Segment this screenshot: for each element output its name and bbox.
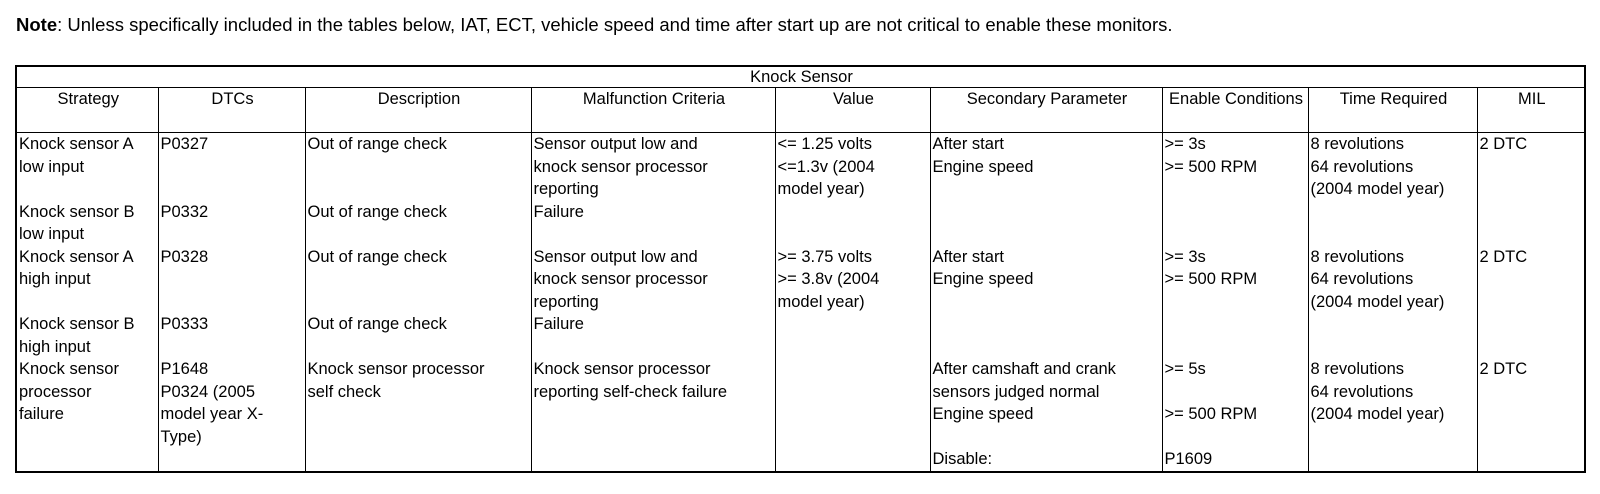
cell-line: sensors judged normal xyxy=(932,382,1100,401)
note-label: Note xyxy=(16,14,58,35)
cell-line: Knock sensor xyxy=(19,360,119,378)
cell-description xyxy=(305,313,531,358)
cell-line: >= 3s xyxy=(1164,247,1206,266)
cell-line: Out of range check xyxy=(307,135,447,153)
table-row xyxy=(16,133,1585,201)
cell-line: P0328 xyxy=(160,247,209,266)
cell-dtcs xyxy=(158,358,305,472)
cell-time xyxy=(1308,358,1477,472)
cell-line: Disable: xyxy=(932,450,993,468)
cell-description xyxy=(305,246,531,314)
cell-line: Failure xyxy=(533,202,584,221)
cell-description xyxy=(305,201,531,246)
cell-enable xyxy=(1162,313,1308,358)
cell-line: low input xyxy=(19,157,85,176)
cell-enable xyxy=(1162,201,1308,246)
cell-strategy xyxy=(16,358,158,472)
cell-line: 64 revolutions xyxy=(1310,382,1414,401)
header-description: Description xyxy=(305,88,531,133)
cell-line: Knock sensor A xyxy=(19,135,134,153)
cell-strategy xyxy=(16,133,158,201)
cell-time xyxy=(1308,133,1477,201)
cell-time xyxy=(1308,246,1477,314)
cell-line: P1648 xyxy=(160,360,209,378)
table-row xyxy=(16,246,1585,314)
cell-line: Type) xyxy=(160,427,202,446)
table-row xyxy=(16,201,1585,246)
cell-line: Sensor output low and xyxy=(533,247,698,266)
cell-line: >= 500 RPM xyxy=(1164,157,1258,176)
knock-sensor-table xyxy=(15,65,1586,473)
cell-value xyxy=(775,246,930,314)
cell-line: Sensor output low and xyxy=(533,135,698,153)
header-enable-conditions: Enable Conditions xyxy=(1162,88,1308,133)
cell-line: model year) xyxy=(777,292,865,311)
cell-line: Out of range check xyxy=(307,202,447,221)
header-dtcs: DTCs xyxy=(158,88,305,133)
cell-line: 8 revolutions xyxy=(1310,360,1405,378)
cell-line: After start xyxy=(932,247,1005,266)
cell-mil xyxy=(1477,246,1585,314)
cell-description xyxy=(305,358,531,472)
cell-line: model year) xyxy=(777,180,865,198)
cell-line: (2004 model year) xyxy=(1310,180,1445,198)
cell-line: 2 DTC xyxy=(1479,247,1528,266)
cell-line: >= 3s xyxy=(1164,135,1206,153)
cell-line: >= 3.8v (2004 xyxy=(777,270,880,288)
cell-line: 2 DTC xyxy=(1479,135,1528,153)
table-body xyxy=(16,133,1585,472)
cell-line: knock sensor processor xyxy=(533,270,708,288)
cell-line: reporting self-check failure xyxy=(533,382,728,401)
cell-line: >= 3.75 volts xyxy=(777,247,872,266)
cell-line: Out of range check xyxy=(307,247,447,266)
cell-secondary xyxy=(930,133,1162,201)
cell-line: reporting xyxy=(533,292,599,311)
cell-line: P0327 xyxy=(160,135,209,153)
cell-secondary xyxy=(930,358,1162,472)
header-strategy: Strategy xyxy=(16,88,158,133)
cell-secondary xyxy=(930,201,1162,246)
cell-line: processor xyxy=(19,382,92,401)
cell-line: P0324 (2005 xyxy=(160,382,255,401)
cell-line: >= 500 RPM xyxy=(1164,270,1258,288)
cell-enable xyxy=(1162,133,1308,201)
cell-line: P0332 xyxy=(160,202,209,221)
cell-line: >= 5s xyxy=(1164,360,1206,378)
table-row xyxy=(16,358,1585,472)
cell-value xyxy=(775,133,930,201)
cell-line: Knock sensor B xyxy=(19,315,135,333)
cell-enable xyxy=(1162,358,1308,472)
cell-line: >= 500 RPM xyxy=(1164,405,1258,423)
cell-line: P1609 xyxy=(1164,450,1213,468)
cell-line xyxy=(1165,426,1308,449)
cell-line: 8 revolutions xyxy=(1310,135,1405,153)
cell-enable xyxy=(1162,246,1308,314)
cell-description xyxy=(305,133,531,201)
cell-line: (2004 model year) xyxy=(1310,292,1445,311)
cell-line: (2004 model year) xyxy=(1310,405,1445,423)
cell-dtcs xyxy=(158,246,305,314)
cell-mil xyxy=(1477,133,1585,201)
cell-mil xyxy=(1477,201,1585,246)
cell-line: After start xyxy=(932,135,1005,153)
cell-dtcs xyxy=(158,133,305,201)
cell-line: low input xyxy=(19,225,85,243)
cell-secondary xyxy=(930,313,1162,358)
cell-value xyxy=(775,313,930,358)
cell-secondary xyxy=(930,246,1162,314)
cell-dtcs xyxy=(158,201,305,246)
cell-line: 64 revolutions xyxy=(1310,157,1414,176)
cell-criteria xyxy=(531,133,775,201)
note-body: : Unless specifically included in the tables below, IAT, ECT, vehicle speed and time after start up are not critical to enable these monitors. xyxy=(57,14,1173,35)
cell-line: high input xyxy=(19,270,91,288)
cell-line: model year X- xyxy=(160,405,264,423)
cell-time xyxy=(1308,201,1477,246)
header-value: Value xyxy=(775,88,930,133)
cell-line: self check xyxy=(307,382,381,401)
cell-line xyxy=(933,426,1162,449)
cell-criteria xyxy=(531,358,775,472)
cell-line: reporting xyxy=(533,180,599,198)
table-title: Knock Sensor xyxy=(16,66,1585,88)
cell-line: Engine speed xyxy=(932,405,1034,423)
cell-line xyxy=(1165,381,1308,404)
cell-line: After camshaft and crank xyxy=(932,360,1116,378)
cell-line: Engine speed xyxy=(932,270,1034,288)
cell-criteria xyxy=(531,246,775,314)
header-time-required: Time Required xyxy=(1308,88,1477,133)
cell-line: P0333 xyxy=(160,315,209,333)
cell-strategy xyxy=(16,313,158,358)
cell-line: Failure xyxy=(533,315,584,333)
cell-line: Knock sensor B xyxy=(19,202,135,221)
cell-line: Knock sensor processor xyxy=(533,360,711,378)
cell-line: Knock sensor processor xyxy=(307,360,485,378)
table-row xyxy=(16,313,1585,358)
cell-strategy xyxy=(16,201,158,246)
cell-line: 2 DTC xyxy=(1479,360,1528,378)
header-mil: MIL xyxy=(1477,88,1585,133)
header-secondary-parameter: Secondary Parameter xyxy=(930,88,1162,133)
note-text xyxy=(16,14,1173,36)
cell-value xyxy=(775,358,930,472)
header-malfunction-criteria: Malfunction Criteria xyxy=(531,88,775,133)
cell-line: knock sensor processor xyxy=(533,157,708,176)
cell-criteria xyxy=(531,313,775,358)
cell-line: Engine speed xyxy=(932,157,1034,176)
cell-line: 64 revolutions xyxy=(1310,270,1414,288)
cell-line: 8 revolutions xyxy=(1310,247,1405,266)
cell-criteria xyxy=(531,201,775,246)
cell-mil xyxy=(1477,313,1585,358)
cell-line: <= 1.25 volts xyxy=(777,135,872,153)
cell-value xyxy=(775,201,930,246)
cell-line: failure xyxy=(19,405,64,423)
cell-dtcs xyxy=(158,313,305,358)
cell-line: <=1.3v (2004 xyxy=(777,157,875,176)
cell-mil xyxy=(1477,358,1585,472)
cell-line: Out of range check xyxy=(307,315,447,333)
cell-line: Knock sensor A xyxy=(19,247,134,266)
cell-time xyxy=(1308,313,1477,358)
cell-line: high input xyxy=(19,337,91,356)
cell-strategy xyxy=(16,246,158,314)
